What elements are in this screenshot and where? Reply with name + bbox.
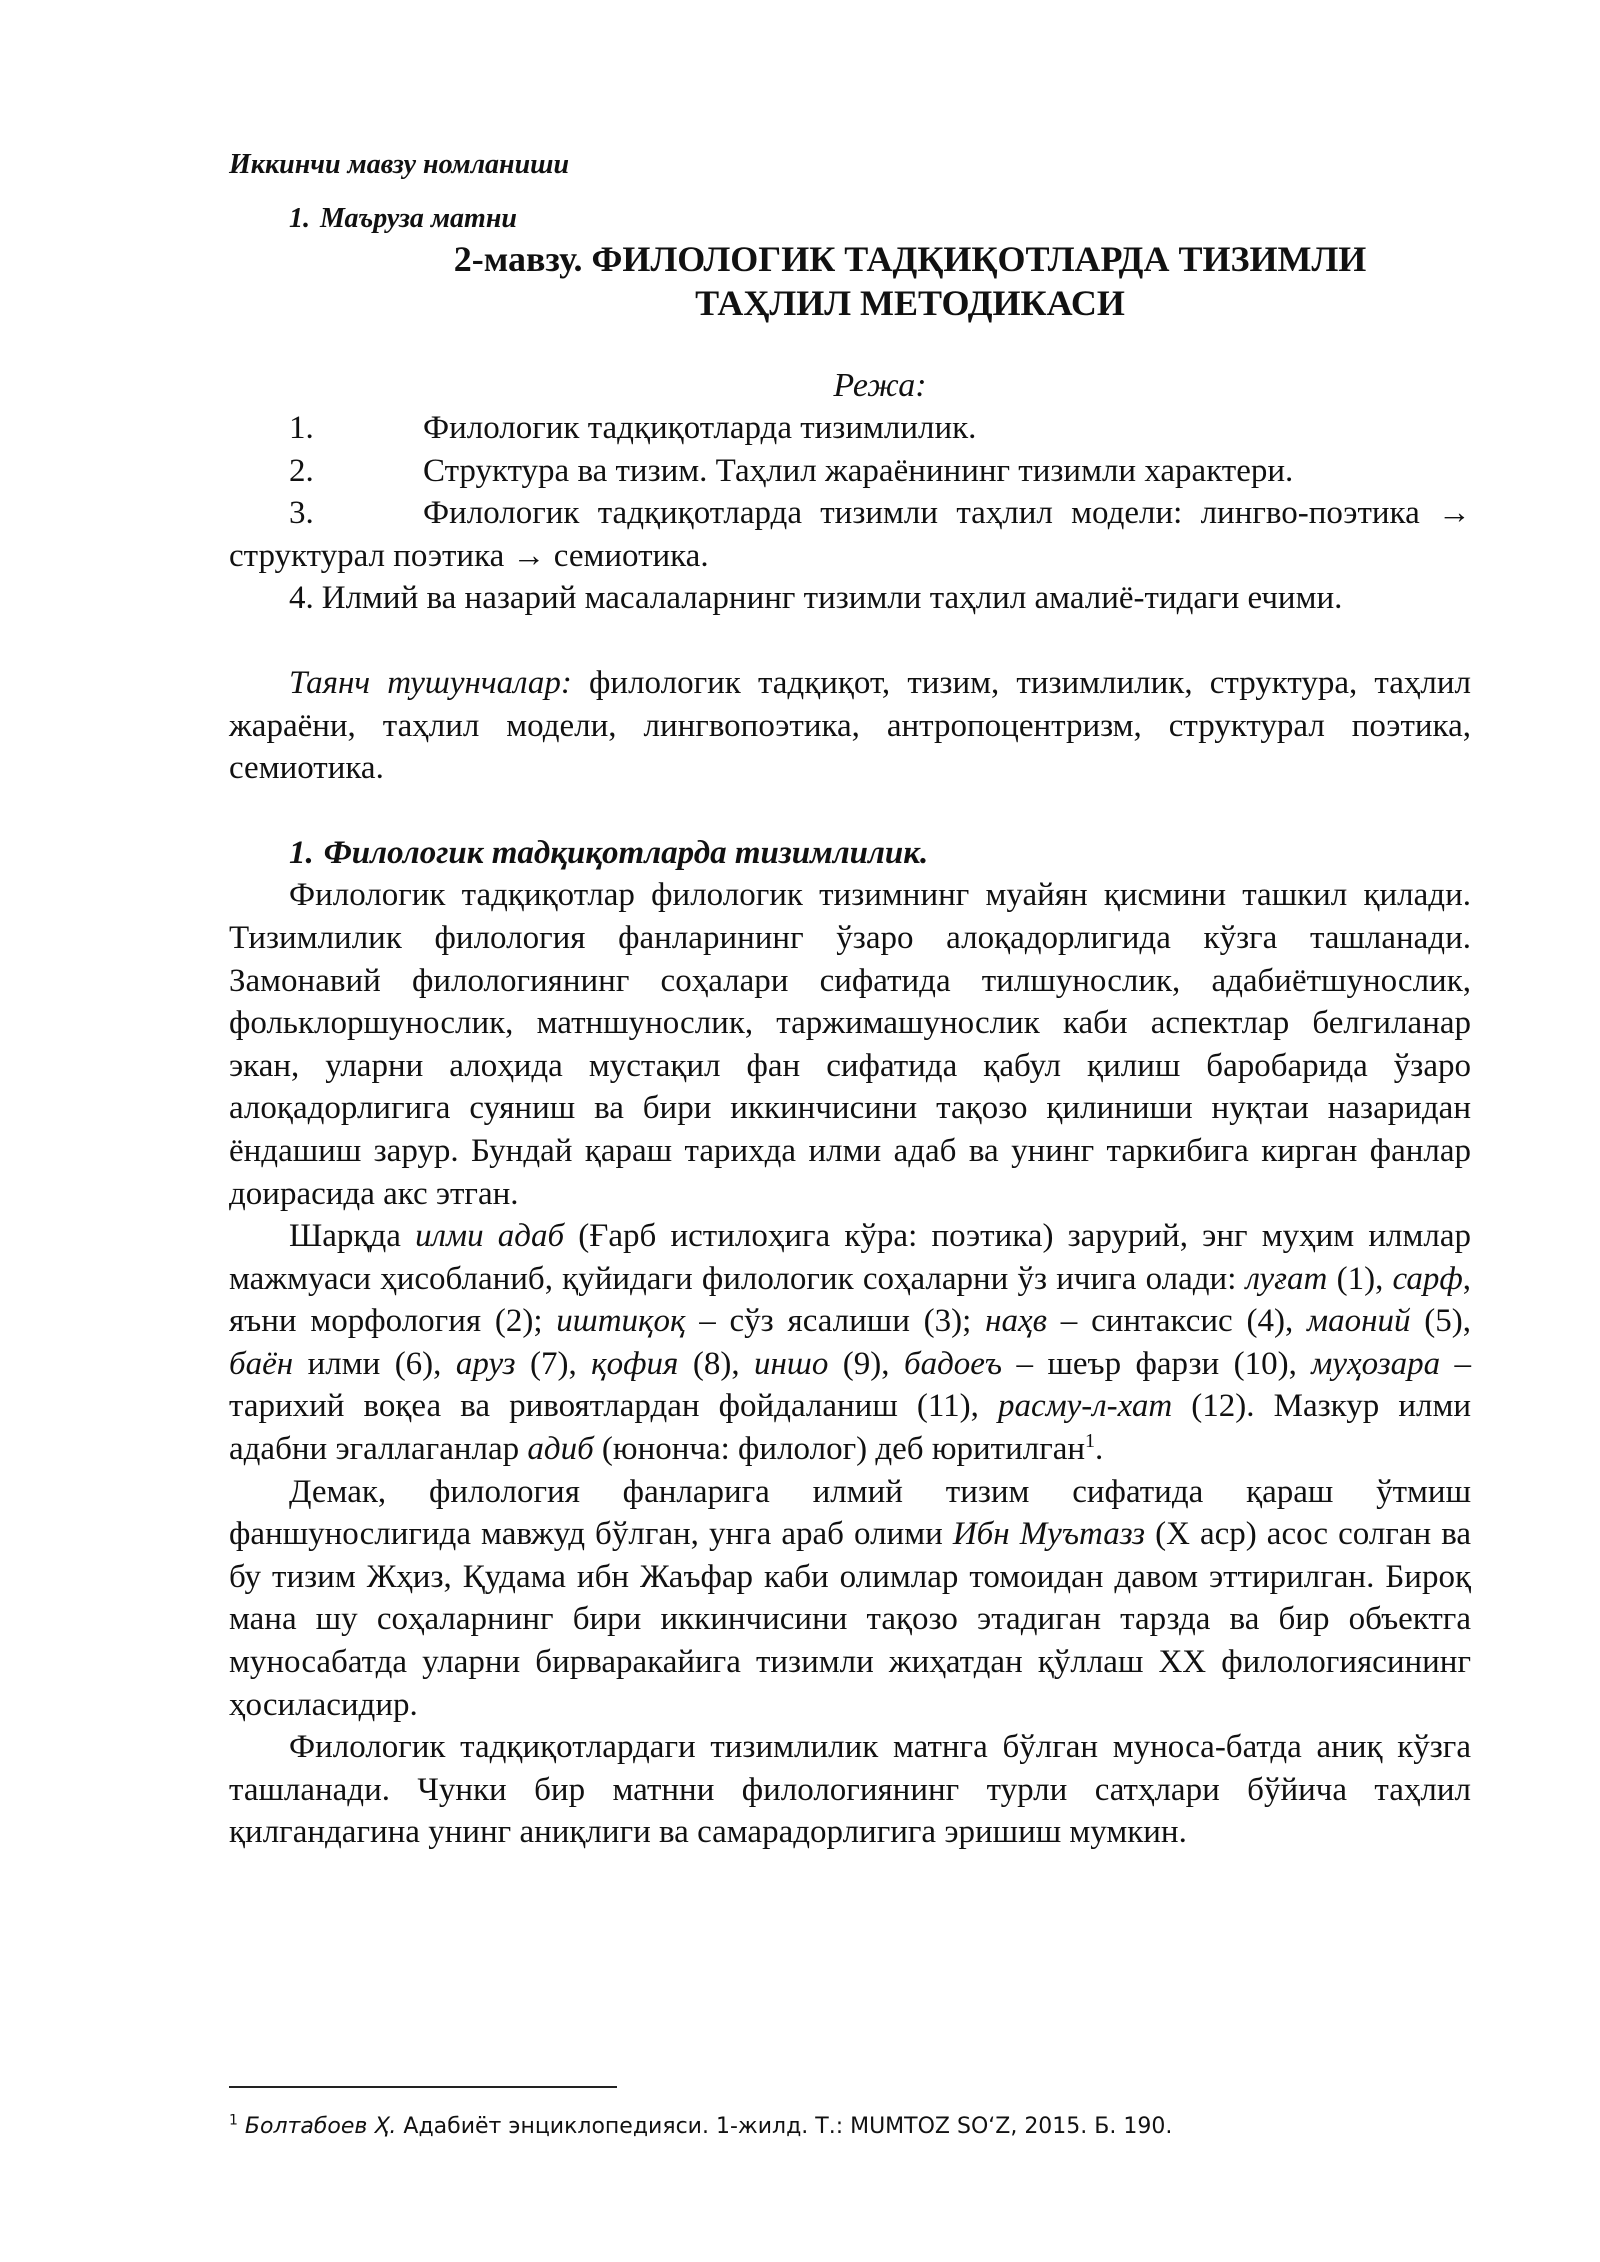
plan-item	[229, 450, 1471, 493]
keywords-label: Таянч тушунчалар:	[289, 664, 572, 701]
paragraph-4: Филологик тадқиқотлардаги тизимлилик матнга бўлган муноса-батда аниқ кўзга ташланади. Чунки бир матнни филологиянинг турли сатҳлари бўйича таҳлил қилгандагина унинг аниқлиги ва самарадорлигига эришиш мумкин.	[229, 1729, 1471, 1851]
text-run: (5),	[1410, 1303, 1471, 1340]
text-run: (1),	[1327, 1260, 1393, 1297]
term: расму-л-хат	[997, 1388, 1173, 1425]
paragraph-2	[229, 1215, 1471, 1471]
plan-item-number: 4.	[289, 580, 314, 617]
term: иншо	[754, 1345, 829, 1382]
footnote-divider	[229, 2086, 617, 2088]
term: илми адаб	[415, 1218, 565, 1255]
keywords-text: филологик тадқиқот, тизим, тизимлилик, структура, таҳлил жараёни, таҳлил модели, лингвопоэтика, антропоцентризм, структурал поэтика, семиотика.	[229, 664, 1471, 787]
footnote-author: Болтабоев Ҳ.	[244, 2114, 397, 2139]
term: маоний	[1307, 1303, 1411, 1340]
plan-item	[229, 577, 1471, 620]
plan-item	[229, 492, 1471, 577]
footnote-reference[interactable]: 1	[1085, 1430, 1096, 1453]
keywords-paragraph	[229, 662, 1471, 790]
term: қофия	[591, 1345, 679, 1382]
title-line-2: ТАҲЛИЛ МЕТОДИКАСИ	[695, 283, 1125, 323]
text-run: , яъни морфология (2);	[229, 1260, 1472, 1340]
section-heading	[289, 832, 1471, 875]
text-run: Шарқда	[289, 1218, 416, 1255]
paragraph-1: Филологик тадқиқотлар филологик тизимнинг муайян қисмини ташкил қилади. Тизимлилик филология фанларининг ўзаро алоқадорлигида кўзга ташланади. Замонавий филологиянинг соҳалари сифатида тилшунослик, адабиётшунослик, фольклоршунослик, матншунослик, таржимашунослик каби аспектлар белгиланар экан, уларни алоҳида мустақил фан сифатида қабул қилиш баробарида ўзаро алоқадорлигига суяниш ва бири иккинчисини тақозо қилиниши нуқтаи назаридан ёндашиш зарур. Бундай қараш тарихда илми адаб ва унинг таркибига кирган фанлар доирасида акс этган.	[229, 877, 1471, 1212]
plan-heading: Режа:	[833, 367, 927, 404]
section-number: 1.	[289, 834, 314, 871]
term: аруз	[455, 1345, 516, 1382]
term: наҳв	[985, 1303, 1047, 1340]
text-run: (9),	[828, 1345, 904, 1382]
text-run: (юнонча: филолог) деб юритилган	[593, 1431, 1086, 1468]
text-run: – тарихий воқеа ва ривоятлардан фойдаланиш (11),	[229, 1345, 1472, 1425]
document-page	[229, 145, 1471, 1854]
plan-item-text: Филологик тадқиқотларда тизимли таҳлил модели: лингво-поэтика → структурал поэтика → семиотика.	[229, 495, 1471, 574]
term: баён	[229, 1345, 294, 1382]
footnote-text: Адабиёт энциклопедияси. 1-жилд. Т.: MUMTOZ SO‘Z, 2015. Б. 190.	[396, 2114, 1173, 2139]
plan-item-text: Филологик тадқиқотларда тизимлилик.	[423, 410, 977, 446]
text-run: (X аср) асос солган ва бу тизим Жҳиз, Қудама ибн Жаъфар каби олимлар томоидан давом эттирилган. Бироқ мана шу соҳаларнинг бири иккинчисини тақозо этадиган тарзда ва бир объектга муносабатда уларни бирваракайига тизимли жиҳатдан қўллаш XX филологиясининг ҳосиласидир.	[229, 1516, 1472, 1723]
text-run: .	[1095, 1431, 1104, 1468]
footnote-mark: 1	[229, 2112, 238, 2129]
lecture-label-text: Маъруза матни	[320, 203, 517, 234]
term: бадоеъ	[903, 1345, 1003, 1382]
paragraph-3	[229, 1471, 1471, 1727]
text-run: (Ғарб истилоҳига кўра: поэтика) зарурий, энг муҳим илмлар мажмуаси ҳисобланиб, қуйидаги филологик соҳаларни ўз ичига олади:	[229, 1218, 1471, 1297]
text-run: (12). Мазкур илми адабни эгаллаганлар	[229, 1388, 1471, 1468]
text-run: илми (6),	[293, 1345, 456, 1382]
plan-item-text: Структура ва тизим. Таҳлил жараёнининг тизимли характери.	[423, 452, 1294, 489]
text-run: – шеър фарзи (10),	[1002, 1345, 1312, 1382]
text-run: Демак, филология фанларига илмий тизим сифатида қараш ўтмиш фаншунослигида мавжуд бўлган, унга араб олими	[229, 1473, 1471, 1553]
term: луғат	[1245, 1260, 1328, 1297]
term: адиб	[527, 1431, 594, 1468]
text-run: (7),	[515, 1345, 592, 1382]
lecture-label	[289, 201, 1471, 237]
term: Ибн Муътазз	[952, 1516, 1146, 1553]
plan-item-number: 2.	[289, 452, 314, 489]
term: иштиқоқ	[556, 1303, 686, 1340]
text-run: (8),	[678, 1345, 755, 1382]
plan-item	[229, 407, 1471, 450]
footnote	[229, 2112, 1172, 2142]
term: сарф	[1392, 1260, 1463, 1297]
text-run: – сўз ясалиши (3);	[685, 1303, 986, 1340]
text-run: – синтаксис (4),	[1046, 1303, 1308, 1340]
plan-item-text: Илмий ва назарий масалаларнинг тизимли таҳлил амалиё-тидаги ечими.	[321, 580, 1343, 617]
term: муҳозара	[1311, 1345, 1441, 1382]
section-heading-text: Филологик тадқиқотларда тизимлилик.	[323, 834, 929, 871]
topic-label: Иккинчи мавзу номланиши	[229, 149, 570, 180]
plan-item-number: 1.	[289, 410, 314, 446]
title-line-1: 2-мавзу. ФИЛОЛОГИК ТАДҚИҚОТЛАРДА ТИЗИМЛИ	[453, 239, 1367, 279]
page-title	[229, 237, 1471, 325]
lecture-number: 1.	[289, 203, 310, 234]
plan-item-number: 3.	[289, 495, 314, 532]
